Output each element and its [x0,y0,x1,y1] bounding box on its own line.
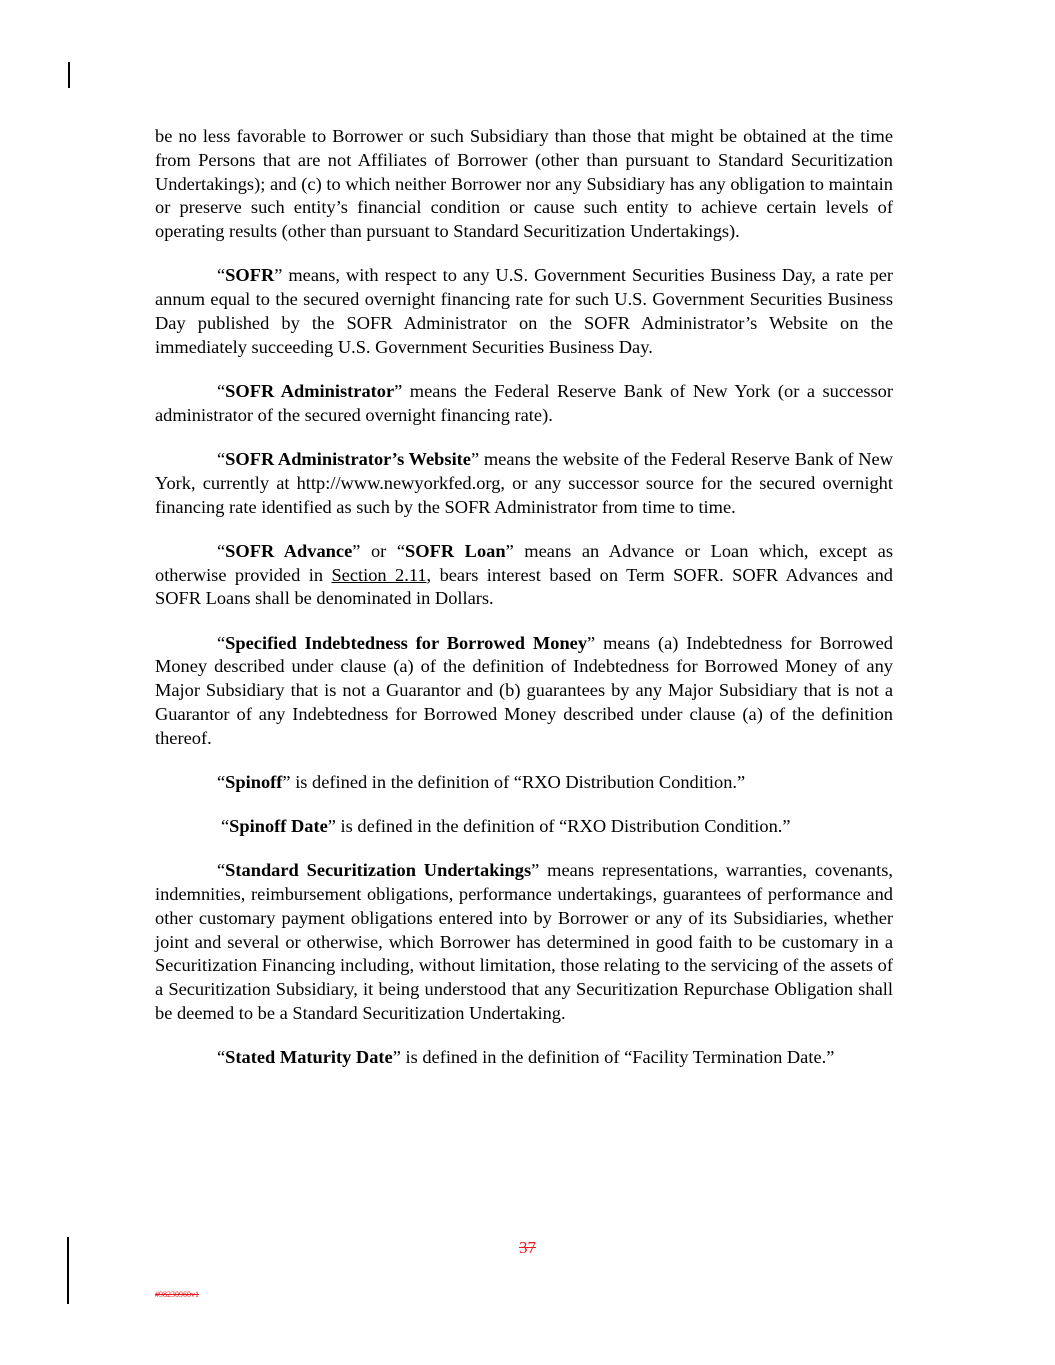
definition-sofr [155,264,893,359]
close-quote: ” [587,632,596,653]
close-quote: ” [327,816,336,837]
definition-text: means the website of the Federal Reserve Bank of New York, currently at http://www.newyorkfed.org, or any successor source for the secured overnight financing rate identified as such by the SOFR Administrator from time to time. [155,448,893,517]
definition-stated-maturity-date [155,1046,893,1070]
open-quote: “ [217,265,226,286]
close-quote: ” [470,448,480,469]
defined-term: SOFR Administrator [225,380,395,401]
definition-sofr-advance [155,540,893,611]
open-quote: “ [217,540,226,561]
close-quote: ” [274,265,283,286]
document-body [155,125,893,1090]
definition-sofr-administrators-website [155,448,893,519]
definition-sofr-administrator [155,380,893,428]
definition-specified-indebtedness [155,632,893,751]
close-quote: ” [282,771,291,792]
definition-spinoff [155,771,893,795]
definition-text: is defined in the definition of “RXO Distribution Condition.” [290,771,746,792]
definition-text: means, with respect to any U.S. Government Securities Business Day, a rate per annum equal to the secured overnight financing rate for such U.S. Government Securities Business Day published by the SOFR Administrator on the SOFR Administrator’s Website on the immediately succeeding U.S. Government Securities Business Day. [155,265,893,357]
open-quote: “ [217,1047,226,1068]
defined-term: Specified Indebtedness for Borrowed Money [225,632,588,653]
defined-term: SOFR [225,265,275,286]
definition-text: is defined in the definition of “Facility Termination Date.” [400,1047,835,1068]
defined-term: Stated Maturity Date [225,1047,393,1068]
defined-term: Spinoff Date [229,816,328,837]
open-quote: “ [217,632,226,653]
close-quote: ” [352,540,361,561]
term-connector: or “ [360,540,406,561]
definition-text: means an Advance or Loan which, except as otherwise provided in [155,540,893,585]
open-quote: “ [217,380,226,401]
open-quote: “ [221,816,230,837]
open-quote: “ [217,860,226,881]
definition-spinoff-date [155,815,893,839]
defined-term: Standard Securitization Undertakings [225,860,532,881]
definition-text-cont: , bears interest based on Term SOFR. SOFR Advances and SOFR Loans shall be denominated in Dollars. [155,564,894,609]
section-cross-reference: Section 2.11 [331,564,427,585]
defined-term: SOFR Advance [225,540,353,561]
definition-text: is defined in the definition of “RXO Distribution Condition.” [335,816,791,837]
paragraph-continuation: be no less favorable to Borrower or such Subsidiary than those that might be obtained at the time from Persons that are not Affiliates of Borrower (other than pursuant to Standard Securitization Undertakings); and (c) to which neither Borrower nor any Subsidiary has any obligation to maintain or preserve such entity’s financial condition or cause such entity to achieve certain levels of operating results (other than pursuant to Standard Securitization Undertakings). [155,126,893,242]
close-quote: ” [394,380,403,401]
close-quote: ” [531,860,540,881]
definition-text: means representations, warranties, covenants, indemnities, reimbursement obligations, performance undertakings, guarantees of performance and other customary payment obligations entered into by Borrower or any of its Subsidiaries, whether joint and several or otherwise, which Borrower has determined in good faith to be customary in a Securitization Financing including, without limitation, those relating to the servicing of the assets of a Securitization Subsidiary, it being understood that any Securitization Repurchase Obligation shall be deemed to be a Standard Securitization Undertaking. [155,860,893,1024]
definition-standard-securitization-undertakings [155,859,893,1026]
defined-term: Spinoff [225,771,283,792]
defined-term-alt: SOFR Loan [405,540,506,561]
open-quote: “ [217,771,226,792]
open-quote: “ [217,448,226,469]
close-quote: ” [392,1047,401,1068]
definition-text: means the Federal Reserve Bank of New York (or a successor administrator of the secured overnight financing rate). [155,380,893,425]
definition-text: means (a) Indebtedness for Borrowed Money described under clause (a) of the definition of Indebtedness for Borrowed Money of any Major Subsidiary that is not a Guarantor and (b) guarantees by any Major Subsidiary that is not a Guarantor of any Indebtedness for Borrowed Money described under clause (a) of the definition thereof. [155,632,893,748]
change-bar-top [68,62,70,88]
document-id: #98230960v1 [155,1290,199,1299]
close-quote: ” [505,540,514,561]
defined-term: SOFR Administrator’s Website [225,448,471,469]
page-number: 37 [519,1238,536,1257]
